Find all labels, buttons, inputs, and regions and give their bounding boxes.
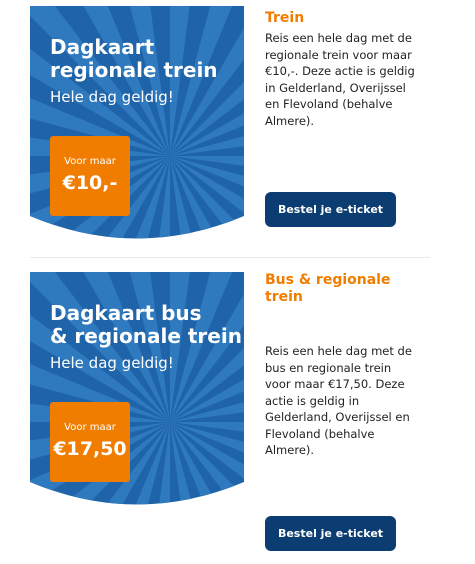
product-description: Reis een hele dag met de regionale trein voor maar €10,-. Deze actie is geldig in Gelderland, Overijssel en Flevoland (behalve Almere). bbox=[265, 31, 415, 128]
banner-subtitle: Hele dag geldig! bbox=[50, 354, 174, 372]
price-badge bbox=[50, 136, 130, 216]
price-label: Voor maar bbox=[64, 156, 116, 167]
price-value: €10,- bbox=[62, 172, 118, 194]
product-card-bus-train bbox=[0, 258, 475, 564]
order-eticket-button[interactable]: Bestel je e-ticket bbox=[265, 192, 396, 227]
product-heading: Trein bbox=[265, 10, 305, 26]
price-badge bbox=[50, 402, 130, 482]
product-heading: Bus & regionale trein bbox=[265, 272, 391, 305]
banner-title: Dagkaart bus & regionale trein bbox=[50, 301, 242, 348]
promo-banner bbox=[30, 272, 244, 512]
banner-title: Dagkaart regionale trein bbox=[50, 35, 218, 82]
product-info bbox=[265, 272, 415, 459]
price-value: €17,50 bbox=[53, 438, 127, 460]
product-info bbox=[265, 10, 415, 129]
price-label: Voor maar bbox=[64, 422, 116, 433]
banner-subtitle: Hele dag geldig! bbox=[50, 88, 174, 106]
product-description: Reis een hele dag met de bus en regionale trein voor maar €17,50. Deze actie is geldig in Gelderland, Overijssel en Flevoland (behalve Almere). bbox=[265, 344, 412, 457]
order-eticket-button[interactable]: Bestel je e-ticket bbox=[265, 516, 396, 551]
product-card-train bbox=[0, 0, 475, 258]
promo-banner bbox=[30, 6, 244, 246]
